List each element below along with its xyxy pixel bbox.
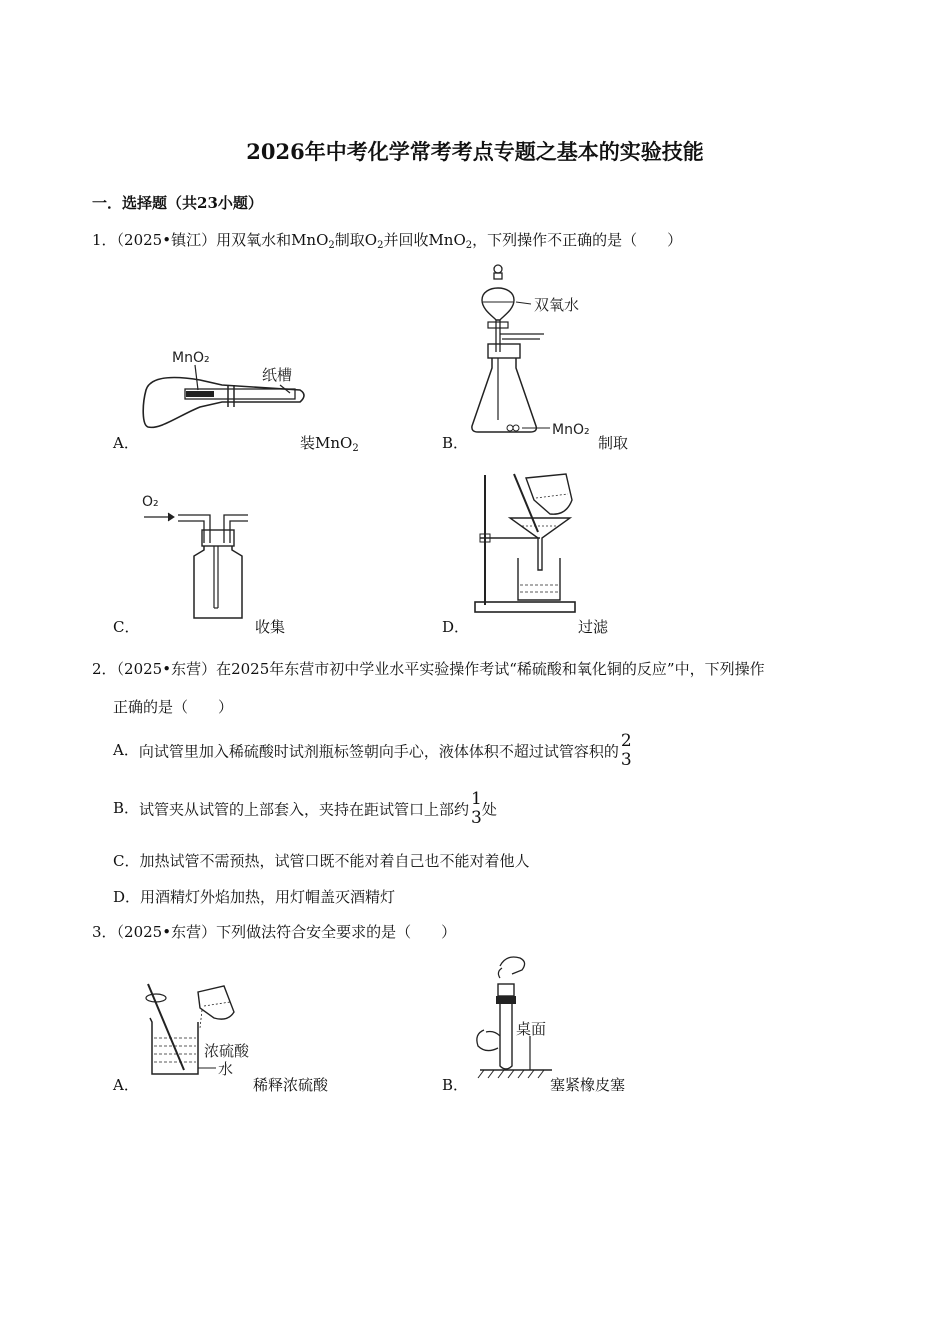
label-water: 水 xyxy=(218,1060,234,1078)
q3-option-a-letter: A． xyxy=(113,1076,139,1094)
label-paper-trough: 纸槽 xyxy=(262,366,293,384)
q3-option-a-caption: 稀释浓硫酸 xyxy=(253,1076,329,1094)
figure-insert-stopper xyxy=(466,950,566,1080)
fraction-one-third: 1 3 xyxy=(471,789,482,828)
option-b-caption: 制取 xyxy=(598,434,629,452)
section-heading: 一．选择题（共23小题） xyxy=(92,194,263,212)
q2-option-c: C．加热试管不需预热，试管口既不能对着自己也不能对着他人 xyxy=(113,852,530,870)
q2-option-a: A．向试管里加入稀硫酸时试剂瓶标签朝向手心，液体体积不超过试管容积的 2 3 xyxy=(113,731,632,770)
figure-add-mno2 xyxy=(140,345,310,440)
fraction-two-thirds: 2 3 xyxy=(620,731,632,770)
option-c-caption: 收集 xyxy=(255,618,286,636)
question-number: 3． xyxy=(92,923,117,941)
option-d-caption: 过滤 xyxy=(578,618,609,636)
question-3: 3．（2025•东营）下列做法符合安全要求的是（ ） xyxy=(92,923,457,941)
question-2-line2: 正确的是（ ） xyxy=(113,698,234,716)
question-2: 2．（2025•东营）在2025年东营市初中学业水平实验操作考试“稀硫酸和氧化铜的反应”中，下列操作 xyxy=(92,660,765,678)
option-c-letter: C． xyxy=(113,618,140,636)
figure-filtration xyxy=(470,470,582,615)
label-o2: O₂ xyxy=(142,494,159,510)
question-1: 1．（2025•镇江）用双氧水和MnO$_2$制取$O_2$并回收MnO$_2$，下列操作不正确的是（ ） xyxy=(92,231,683,251)
q3-option-b-letter: B． xyxy=(442,1076,469,1094)
option-a-letter: A． xyxy=(113,434,139,452)
option-a-caption: 装MnO$_2$ xyxy=(300,434,359,454)
option-b-letter: B． xyxy=(442,434,469,452)
q2-option-b: B．试管夹从试管的上部套入，夹持在距试管口上部约 1 3 处 xyxy=(113,789,497,828)
label-table: 桌面 xyxy=(516,1020,547,1038)
option-d-letter: D． xyxy=(442,618,470,636)
label-hydrogen-peroxide: 双氧水 xyxy=(534,296,580,314)
label-mno2-b: MnO₂ xyxy=(552,422,590,438)
q2-option-d: D．用酒精灯外焰加热，用灯帽盖灭酒精灯 xyxy=(113,888,396,906)
label-concentrated-acid: 浓硫酸 xyxy=(204,1042,250,1060)
q3-option-b-caption: 塞紧橡皮塞 xyxy=(550,1076,626,1094)
question-number: 2． xyxy=(92,660,117,678)
page-title: 2026年中考化学常考考点专题之基本的实验技能 xyxy=(246,139,704,164)
label-mno2: MnO₂ xyxy=(172,350,210,366)
figure-collect-oxygen xyxy=(138,488,248,623)
figure-produce-oxygen xyxy=(466,262,601,442)
figure-dilute-acid xyxy=(140,978,260,1078)
question-number: 1． xyxy=(92,231,117,249)
